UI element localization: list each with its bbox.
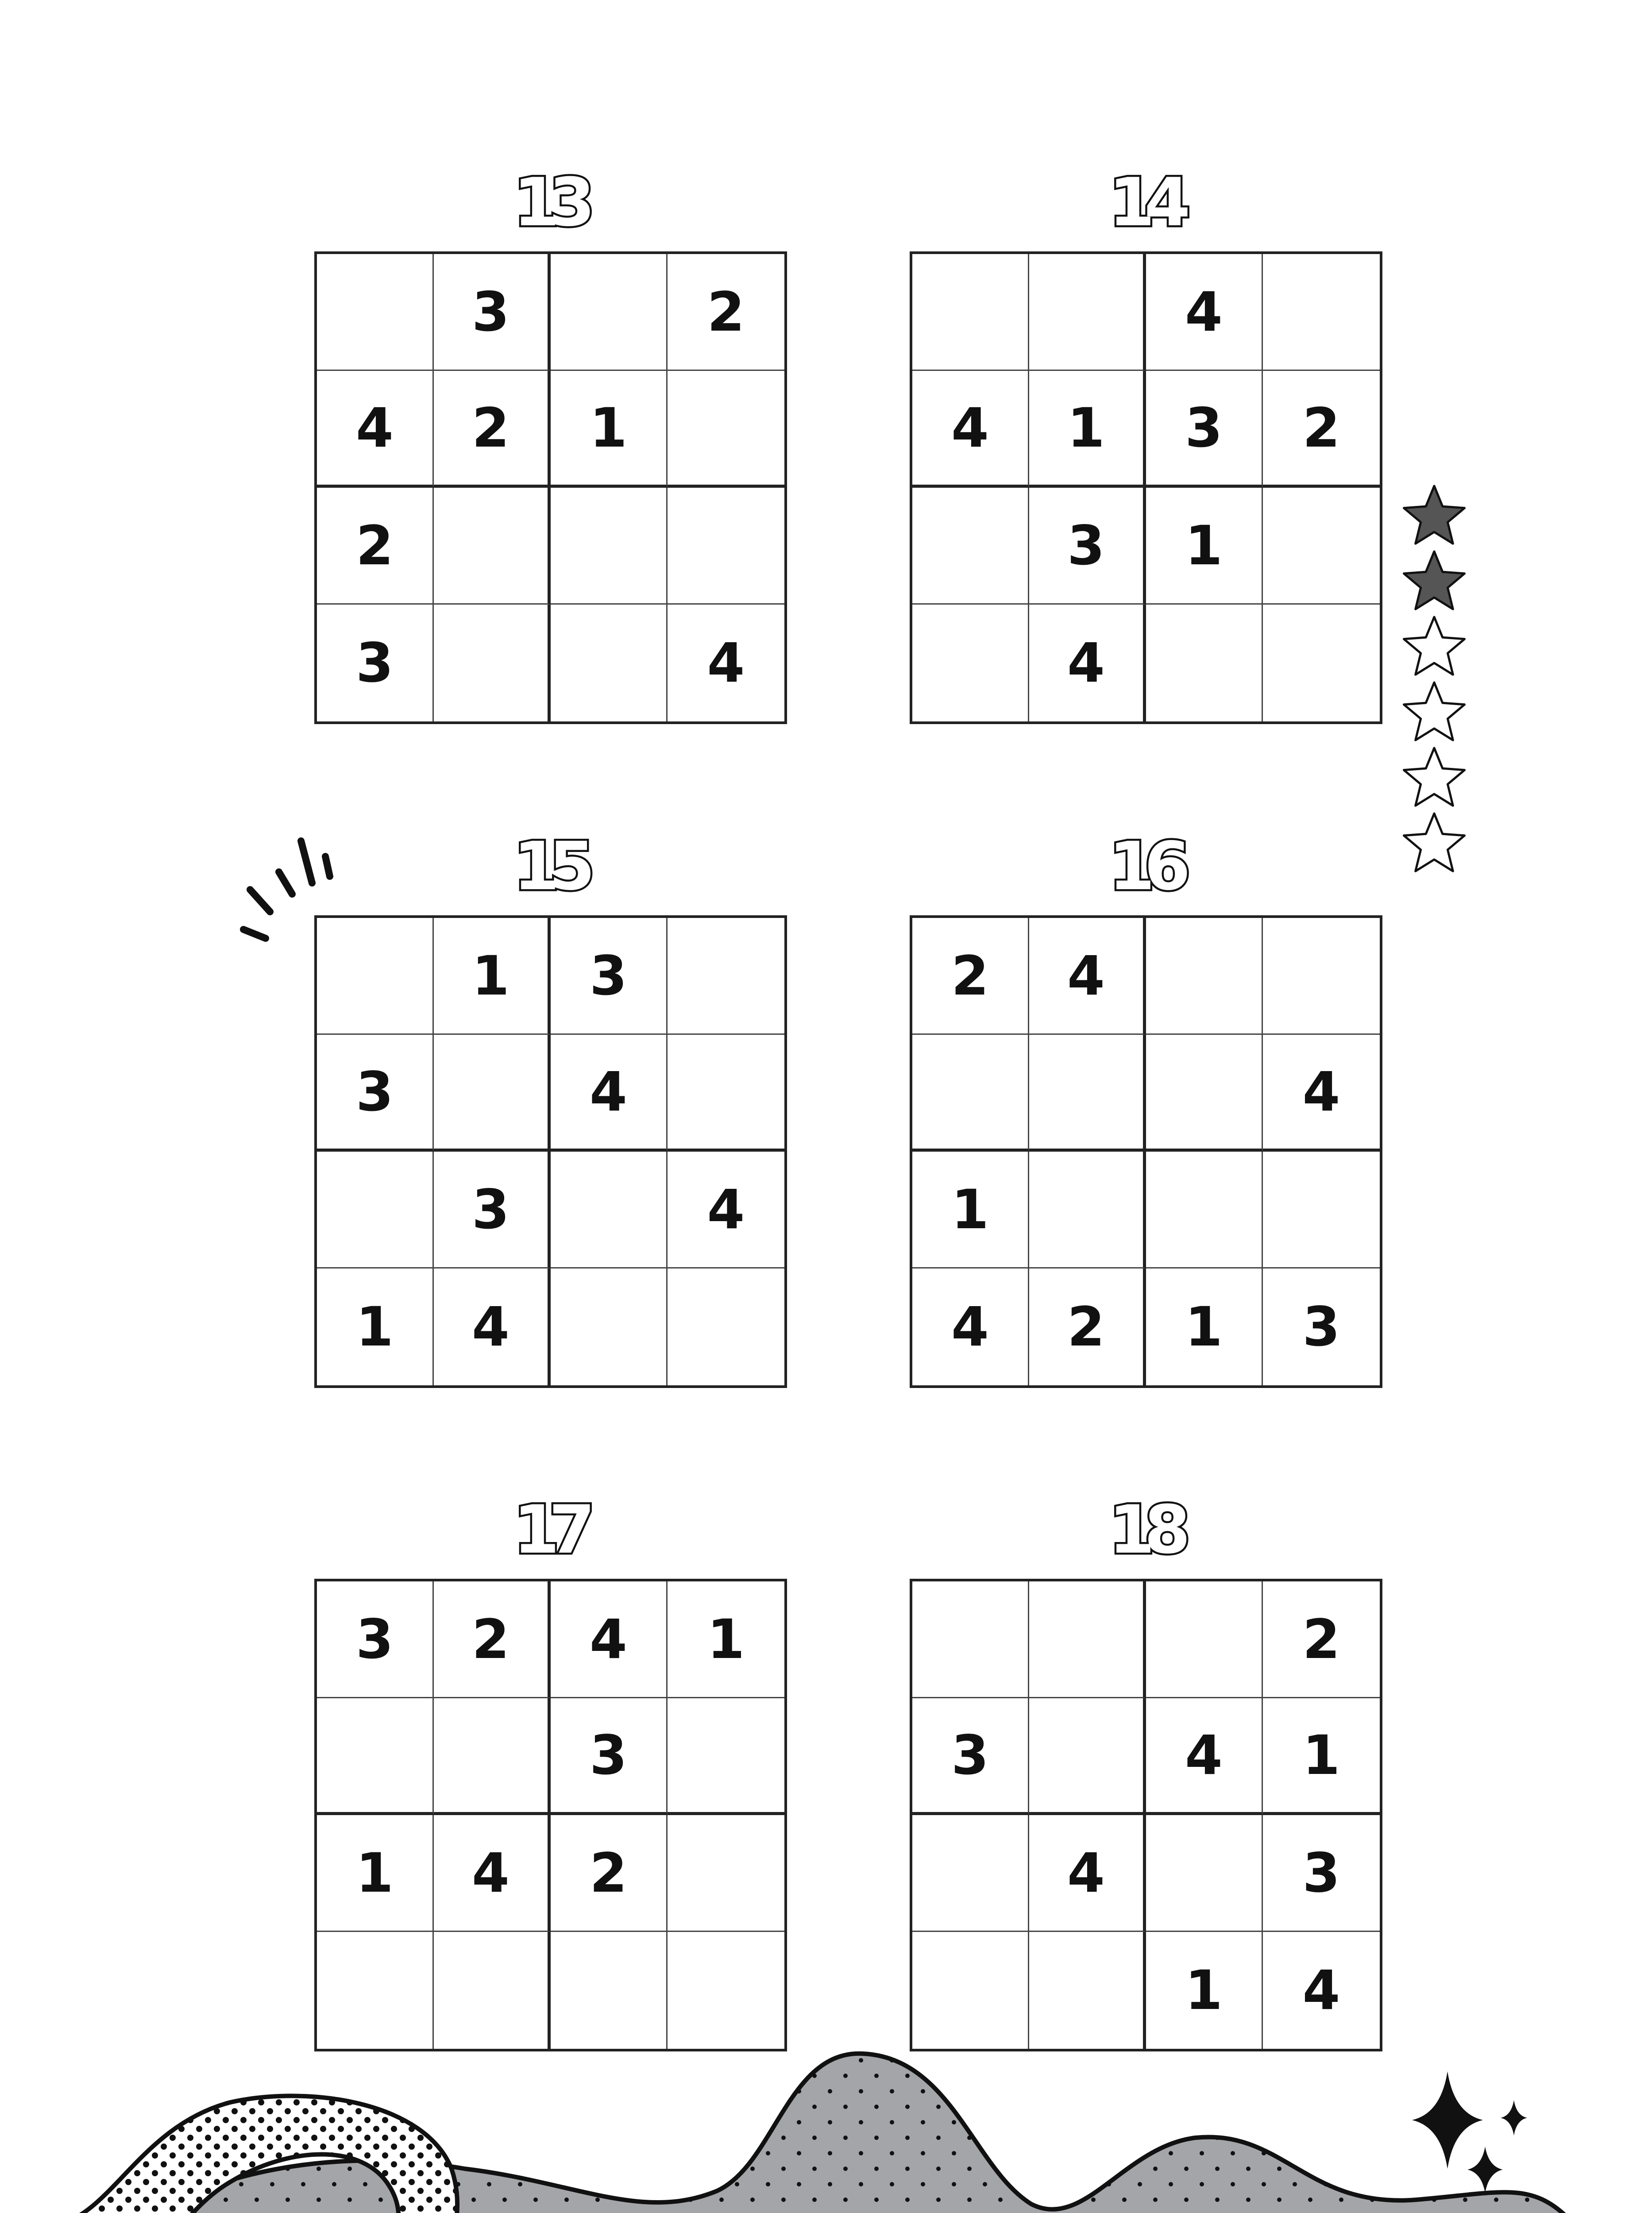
grid-cell: 1 (912, 1152, 1029, 1268)
grid-cell: 3 (1029, 488, 1146, 605)
grid-cell (668, 1815, 784, 1932)
grid-cell (434, 488, 551, 605)
grid-cell: 3 (1146, 371, 1263, 488)
grid-cell: 4 (434, 1815, 551, 1932)
grid-cell: 1 (1029, 371, 1146, 488)
grid-cell (434, 1698, 551, 1815)
grid-cell: 2 (1029, 1268, 1146, 1385)
grid-cell: 1 (1146, 1932, 1263, 2049)
grid-cell (912, 1932, 1029, 2049)
grid-cell (912, 1581, 1029, 1698)
puzzle-number: 15 (513, 828, 585, 905)
sudoku-grid (314, 915, 787, 1388)
grid-cell: 1 (1146, 1268, 1263, 1385)
grid-cell (434, 605, 551, 721)
grid-cell (317, 1932, 434, 2049)
grid-cell: 2 (434, 1581, 551, 1698)
grid-cell: 4 (668, 1152, 784, 1268)
sudoku-grid (910, 915, 1382, 1388)
grid-cell (1146, 1581, 1263, 1698)
grid-cell (551, 488, 668, 605)
grid-cell (668, 918, 784, 1035)
grid-cell (1263, 488, 1380, 605)
grid-cell: 4 (1029, 605, 1146, 721)
sudoku-grid (910, 251, 1382, 724)
grid-cell: 4 (317, 371, 434, 488)
star-icon (1404, 486, 1465, 544)
grid-cell: 2 (1263, 371, 1380, 488)
grid-cell: 2 (912, 918, 1029, 1035)
grid-cell: 1 (1146, 488, 1263, 605)
grid-cell (317, 1698, 434, 1815)
grid-cell: 3 (317, 1581, 434, 1698)
grid-cell: 2 (668, 254, 784, 371)
sudoku-grid (314, 251, 787, 724)
puzzle-number: 17 (513, 1492, 585, 1569)
puzzle-number: 13 (513, 164, 585, 241)
grid-cell (1146, 1152, 1263, 1268)
grid-cell: 3 (434, 254, 551, 371)
grid-cell: 2 (551, 1815, 668, 1932)
grid-cell (1029, 1152, 1146, 1268)
grid-cell: 4 (912, 1268, 1029, 1385)
grid-cell (668, 1698, 784, 1815)
grid-cell: 4 (1263, 1035, 1380, 1152)
grid-cell: 2 (434, 371, 551, 488)
grid-cell: 4 (1146, 254, 1263, 371)
grid-cell (1146, 1815, 1263, 1932)
grid-cell: 4 (707, 632, 745, 694)
grid-cell: 2 (317, 488, 434, 605)
grid-cell (668, 1932, 784, 2049)
sudoku-grid (314, 1579, 787, 2051)
grid-cell: 1 (1263, 1698, 1380, 1815)
grid-cell: 4 (912, 371, 1029, 488)
grid-cell: 4 (1029, 1815, 1146, 1932)
puzzle-number: 14 (1108, 164, 1180, 241)
grid-cell: 4 (1029, 918, 1146, 1035)
grid-cell (1029, 1698, 1146, 1815)
star-icon (1404, 748, 1465, 806)
grid-cell (434, 1035, 551, 1152)
decorative-wave (0, 2036, 1652, 2213)
grid-cell: 3 (317, 605, 434, 721)
grid-cell (551, 1932, 668, 2049)
grid-cell (912, 1815, 1029, 1932)
difficulty-rating (1399, 480, 1470, 879)
grid-cell: 1 (551, 371, 668, 488)
grid-cell (668, 371, 784, 488)
grid-cell (912, 488, 1029, 605)
grid-cell (317, 254, 434, 371)
star-icon (1404, 682, 1465, 740)
grid-cell (1029, 1035, 1146, 1152)
grid-cell: 4 (551, 1581, 668, 1698)
grid-cell (551, 254, 668, 371)
grid-cell: 1 (668, 1581, 784, 1698)
star-icon (1404, 617, 1465, 675)
grid-cell (668, 1035, 784, 1152)
grid-cell: 4 (434, 1268, 551, 1385)
grid-cell (317, 1152, 434, 1268)
grid-cell (1029, 254, 1146, 371)
star-icon (1404, 551, 1465, 609)
grid-cell (1263, 254, 1380, 371)
grid-cell (1263, 1152, 1380, 1268)
grid-cell (912, 605, 1029, 721)
grid-cell (551, 605, 668, 721)
grid-cell: 3 (551, 1698, 668, 1815)
grid-cell (1029, 1932, 1146, 2049)
grid-cell (912, 254, 1029, 371)
grid-cell: 4 (1302, 1959, 1340, 2022)
grid-cell (1029, 1581, 1146, 1698)
grid-cell (668, 1268, 784, 1385)
grid-cell: 1 (317, 1815, 434, 1932)
grid-cell (1263, 605, 1380, 721)
grid-cell: 1 (434, 918, 551, 1035)
puzzle-number: 18 (1108, 1492, 1180, 1569)
sudoku-grid (910, 1579, 1382, 2051)
grid-cell (551, 1152, 668, 1268)
grid-cell (1146, 605, 1263, 721)
grid-cell: 3 (1263, 1815, 1380, 1932)
grid-cell (434, 1932, 551, 2049)
burst-lines-icon (235, 832, 341, 943)
grid-cell (1146, 1035, 1263, 1152)
grid-cell: 4 (551, 1035, 668, 1152)
grid-cell (1146, 918, 1263, 1035)
grid-cell: 3 (434, 1152, 551, 1268)
grid-cell: 1 (317, 1268, 434, 1385)
grid-cell (1263, 918, 1380, 1035)
grid-cell: 2 (1263, 1581, 1380, 1698)
star-icon (1404, 813, 1465, 871)
grid-cell (551, 1268, 668, 1385)
grid-cell (668, 488, 784, 605)
grid-cell: 3 (317, 1035, 434, 1152)
puzzle-number: 16 (1108, 828, 1180, 905)
grid-cell (912, 1035, 1029, 1152)
grid-cell: 3 (551, 918, 668, 1035)
grid-cell: 4 (1146, 1698, 1263, 1815)
grid-cell: 3 (912, 1698, 1029, 1815)
grid-cell: 3 (1302, 1295, 1340, 1358)
